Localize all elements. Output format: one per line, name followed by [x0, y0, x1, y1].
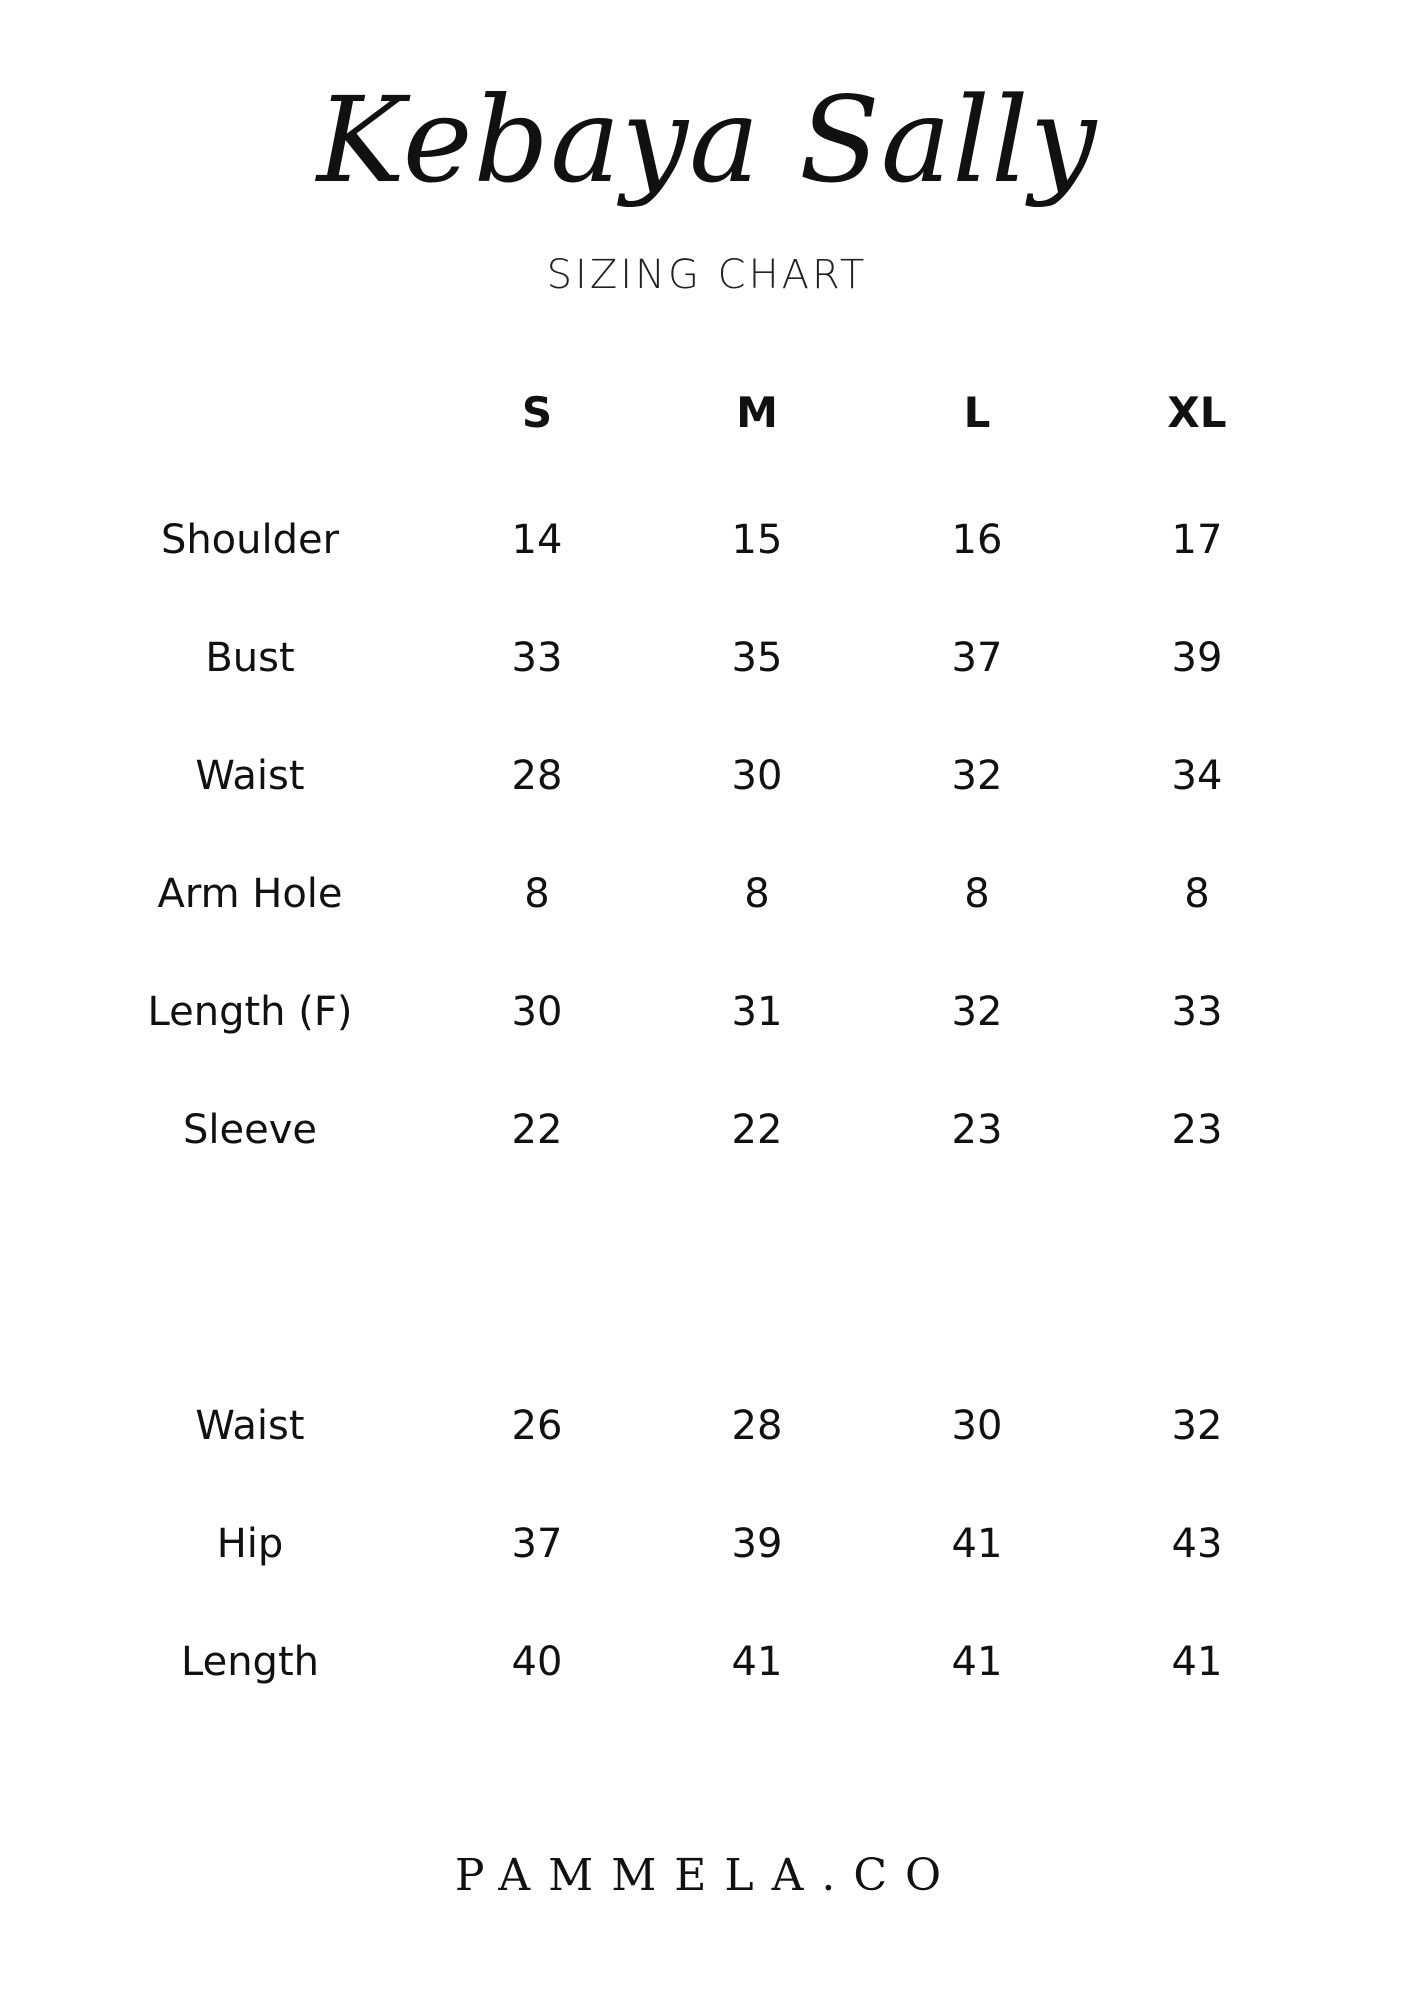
table-cell: 34 [1171, 753, 1223, 799]
row-label: Sleeve [182, 1107, 317, 1153]
table-cell: 22 [511, 1107, 563, 1153]
table-cell: 41 [731, 1639, 783, 1685]
table-cell: 30 [951, 1403, 1003, 1449]
table-cell: 23 [951, 1107, 1003, 1153]
row-label: Shoulder [160, 517, 340, 563]
row-label: Waist [195, 753, 305, 799]
table-cell: 41 [1171, 1639, 1223, 1685]
table-cell: 31 [731, 989, 783, 1035]
table-cell: 8 [744, 871, 770, 917]
size-header-xl: XL [1167, 388, 1227, 437]
page-subtitle: SIZING CHART [546, 252, 868, 298]
table-cell: 37 [951, 635, 1003, 681]
table-cell: 17 [1171, 517, 1223, 563]
table-cell: 16 [951, 517, 1003, 563]
table-cell: 33 [1171, 989, 1223, 1035]
table-cell: 28 [511, 753, 563, 799]
page-title: Kebaya Sally [316, 71, 1098, 209]
table-cell: 39 [731, 1521, 783, 1567]
row-label: Hip [216, 1521, 284, 1567]
row-label: Waist [195, 1403, 305, 1449]
row-label: Length [181, 1639, 319, 1685]
table-cell: 8 [1184, 871, 1210, 917]
row-label: Arm Hole [157, 871, 343, 917]
table-cell: 41 [951, 1521, 1003, 1567]
table-cell: 43 [1171, 1521, 1223, 1567]
size-header-m: M [736, 388, 778, 437]
row-label: Length (F) [147, 989, 353, 1035]
table-cell: 30 [511, 989, 563, 1035]
table-cell: 15 [731, 517, 783, 563]
table-cell: 8 [524, 871, 550, 917]
table-cell: 28 [731, 1403, 783, 1449]
table-cell: 8 [964, 871, 990, 917]
table-cell: 32 [1171, 1403, 1223, 1449]
table-cell: 40 [511, 1639, 563, 1685]
table-cell: 35 [731, 635, 783, 681]
table-cell: 22 [731, 1107, 783, 1153]
table-cell: 14 [511, 517, 563, 563]
brand-footer: PAMMELA.CO [454, 1850, 960, 1901]
table-cell: 30 [731, 753, 783, 799]
table-cell: 32 [951, 753, 1003, 799]
table-cell: 26 [511, 1403, 563, 1449]
row-label: Bust [205, 635, 295, 681]
table-cell: 32 [951, 989, 1003, 1035]
size-header-s: S [521, 388, 553, 437]
table-cell: 39 [1171, 635, 1223, 681]
table-cell: 37 [511, 1521, 563, 1567]
table-cell: 41 [951, 1639, 1003, 1685]
table-cell: 33 [511, 635, 563, 681]
size-header-l: L [963, 388, 991, 437]
table-cell: 23 [1171, 1107, 1223, 1153]
